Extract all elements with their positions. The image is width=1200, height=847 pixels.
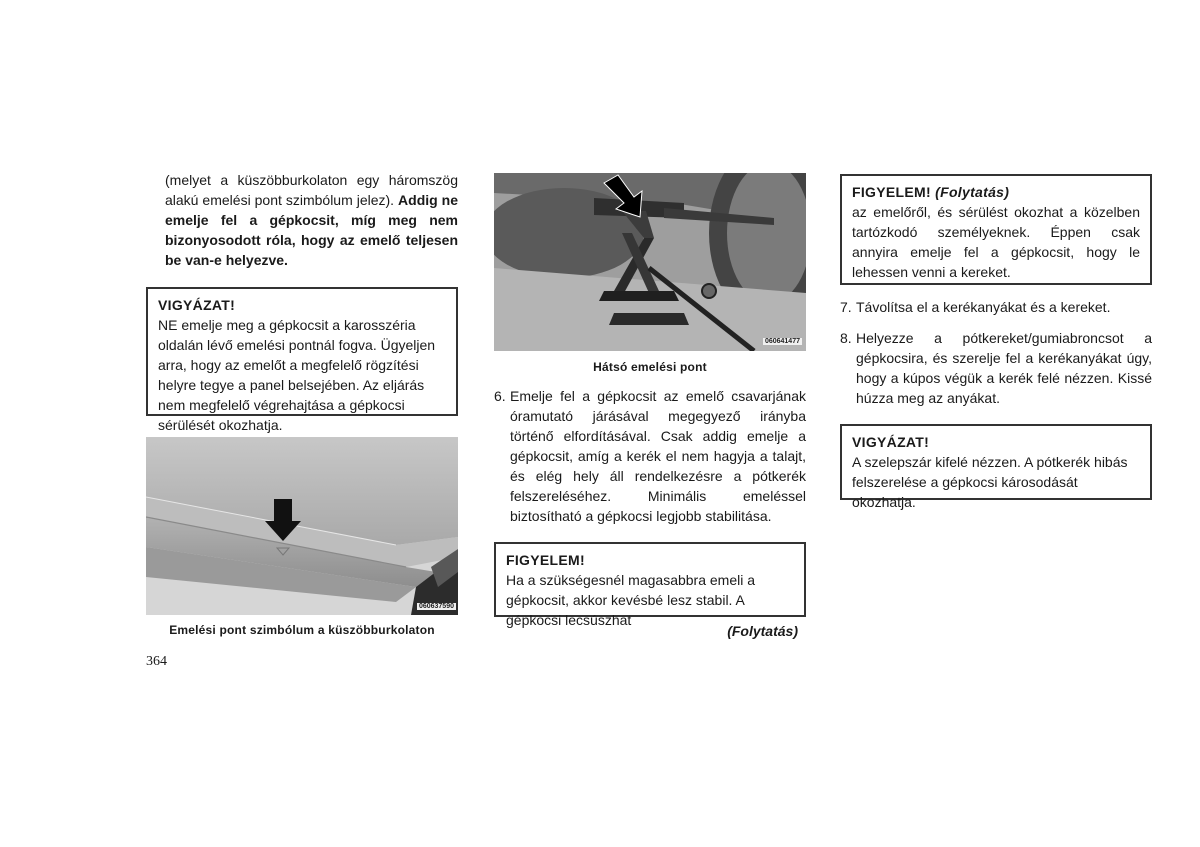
caution-title: FIGYELEM! bbox=[506, 552, 585, 568]
step-text: Emelje fel a gépkocsit az emelő csavarjának óramutató járásával megegyező irányba történő elfordításával. Csak addig emelje a gépkocsit, amíg a kerék el nem hagyja a talajt, és elég hely áll rendelkezésre a pótkerék felszereléséhez. Minimális emeléssel biztosítható a gépkocsi legjobb stabilitása. bbox=[510, 388, 806, 524]
continued-label: (Folytatás) bbox=[727, 623, 798, 639]
step-item bbox=[840, 297, 1152, 317]
caution-cont-text: az emelőről, és sérülést okozhat a közelben tartózkodó személyeknek. Éppen csak annyira emelje fel a gépkocsit, hogy le lehessen venni a kereket. bbox=[852, 204, 1140, 280]
caution-continued-box bbox=[840, 174, 1152, 285]
intro-paragraph bbox=[165, 170, 458, 270]
sill-figure-caption: Emelési pont szimbólum a küszöbburkolaton bbox=[169, 623, 435, 637]
intro-bold-text: Addig ne emelje fel a gépkocsit, míg meg nem bizonyosodott róla, hogy az emelő teljesen be van-e helyezve. bbox=[165, 192, 459, 268]
sill-illustration bbox=[146, 437, 458, 615]
warning-text: NE emelje meg a gépkocsit a karosszéria oldalán lévő emelési pontnál fogva. Ügyeljen arra, hogy az emelőt a megfelelő rögzítési helyre tegye a panel belsejében. Az eljárás nem megfelelő végrehajtása a gépkocsi sérülését okozhatja. bbox=[158, 317, 436, 433]
step-text: Távolítsa el a kerékanyákat és a kereket. bbox=[856, 299, 1111, 315]
step-number: 6. bbox=[494, 388, 506, 404]
step-number: 8. bbox=[840, 330, 852, 346]
figure-id: 060637590 bbox=[418, 603, 454, 610]
step-item bbox=[840, 328, 1152, 408]
warning-title: VIGYÁZAT! bbox=[852, 434, 930, 450]
intro-plain-text: (melyet a küszöbburkolaton egy háromszög alakú emelési pont szimbólum jelez). bbox=[165, 172, 458, 208]
warning-title: VIGYÁZAT! bbox=[158, 297, 236, 313]
caution-box-middle bbox=[494, 542, 806, 628]
step-item bbox=[494, 386, 806, 526]
figure-id: 060641477 bbox=[764, 338, 800, 345]
step-text: Helyezze a pótkereket/gumiabroncsot a gépkocsira, és szerelje fel a kerékanyákat úgy, hogy a kúpos végük a kerék felé nézzen. Kissé húzza meg az anyákat. bbox=[856, 330, 1152, 406]
caution-text: Ha a szükségesnél magasabbra emeli a gépkocsit, akkor kevésbé lesz stabil. A gépkocsi lecsúszhat bbox=[506, 572, 756, 628]
step-list-right bbox=[840, 297, 1152, 414]
step-list-middle bbox=[494, 386, 806, 532]
page-number: 364 bbox=[146, 654, 167, 669]
warning-box-left bbox=[146, 287, 458, 433]
caution-cont-title-main: FIGYELEM! bbox=[852, 184, 931, 200]
sill-jack-point-figure bbox=[146, 437, 458, 615]
caution-cont-title bbox=[852, 182, 1140, 202]
rear-figure-caption: Hátsó emelési pont bbox=[593, 360, 707, 374]
step-number: 7. bbox=[840, 299, 852, 315]
jack-illustration bbox=[494, 173, 806, 351]
warning-text: A szelepszár kifelé nézzen. A pótkerék hibás felszerelése a gépkocsi károsodását okozhatja. bbox=[852, 454, 1128, 510]
caution-cont-title-suffix: (Folytatás) bbox=[935, 184, 1010, 200]
rear-jack-point-figure bbox=[494, 173, 806, 351]
warning-box-right bbox=[840, 424, 1152, 510]
